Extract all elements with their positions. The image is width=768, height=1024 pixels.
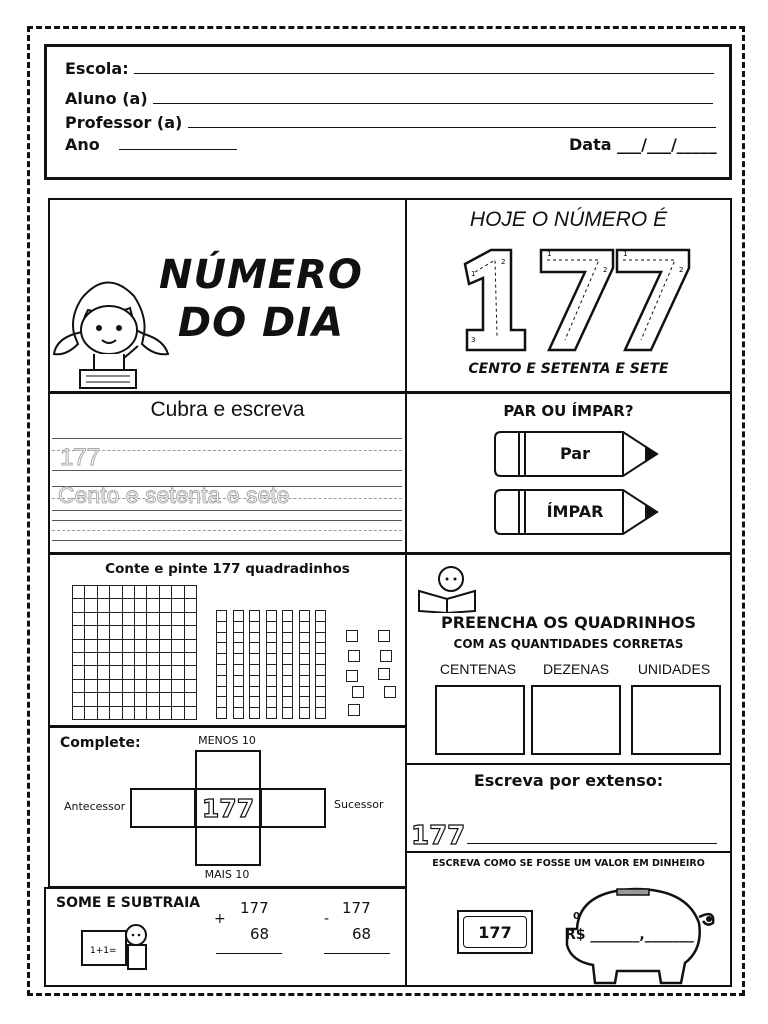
- trace-and-write-panel: [48, 392, 407, 554]
- sub-top: 177: [342, 899, 371, 917]
- title-line-1: NÚMERO: [159, 252, 363, 298]
- complete-title: Complete:: [60, 735, 141, 751]
- board-text: 1+1=: [90, 946, 117, 956]
- hundreds-grid-square[interactable]: [159, 585, 172, 599]
- hundreds-grid-square[interactable]: [134, 612, 147, 626]
- hundreds-grid-square[interactable]: [159, 625, 172, 639]
- unit-squares[interactable]: [344, 630, 404, 722]
- school-field[interactable]: [65, 59, 714, 78]
- hundreds-grid-square[interactable]: [109, 679, 122, 693]
- hundreds-grid-square[interactable]: [171, 679, 184, 693]
- tens-column-square[interactable]: [249, 707, 260, 719]
- sub-bottom: 68: [352, 925, 372, 943]
- hundreds-grid-square[interactable]: [146, 665, 159, 679]
- place-value-subtitle: COM AS QUANTIDADES CORRETAS: [453, 637, 684, 651]
- center-number-box: [195, 788, 261, 828]
- tens-column-square[interactable]: [233, 707, 244, 719]
- tens-columns[interactable]: [216, 610, 336, 720]
- hundreds-grid-square[interactable]: [171, 639, 184, 653]
- hundreds-input-box[interactable]: [435, 685, 525, 755]
- hundreds-grid-square[interactable]: [146, 625, 159, 639]
- even-odd-title: PAR OU ÍMPAR?: [503, 402, 634, 420]
- hundreds-grid-square[interactable]: [84, 639, 97, 653]
- unit-square[interactable]: [348, 704, 360, 716]
- trace-number: 177: [60, 444, 101, 471]
- sub-answer-line[interactable]: [324, 953, 390, 954]
- unit-square[interactable]: [352, 686, 364, 698]
- school-label: Escola:: [65, 59, 129, 78]
- units-input-box[interactable]: [631, 685, 721, 755]
- math-title: SOME E SUBTRAIA: [56, 895, 201, 911]
- hundreds-grid-square[interactable]: [159, 652, 172, 666]
- hundreds-grid-square[interactable]: [97, 612, 110, 626]
- hundreds-grid-square[interactable]: [97, 692, 110, 706]
- hundreds-grid-square[interactable]: [159, 706, 172, 720]
- teacher-field[interactable]: [65, 113, 716, 132]
- place-value-panel: [405, 553, 732, 765]
- svg-text:2: 2: [679, 266, 684, 274]
- money-title: ESCREVA COMO SE FOSSE UM VALOR EM DINHEIRO: [432, 858, 705, 869]
- hundreds-grid-square[interactable]: [159, 679, 172, 693]
- hundreds-grid-square[interactable]: [109, 665, 122, 679]
- hundreds-grid-square[interactable]: [109, 652, 122, 666]
- hundreds-grid-square[interactable]: [122, 706, 135, 720]
- tens-column-square[interactable]: [299, 707, 310, 719]
- year-field[interactable]: [65, 135, 237, 154]
- hundreds-grid-square[interactable]: [84, 665, 97, 679]
- hundreds-grid-square[interactable]: [109, 706, 122, 720]
- hundreds-grid-square[interactable]: [171, 706, 184, 720]
- hundreds-grid-square[interactable]: [146, 585, 159, 599]
- hundreds-grid-square[interactable]: [84, 652, 97, 666]
- teacher-board-icon: [80, 919, 152, 977]
- svg-text:3: 3: [471, 336, 476, 344]
- hundreds-grid-square[interactable]: [109, 625, 122, 639]
- student-label: Aluno (a): [65, 89, 148, 108]
- hundreds-grid-square[interactable]: [72, 585, 85, 599]
- add-answer-line[interactable]: [216, 953, 282, 954]
- add-top: 177: [240, 899, 269, 917]
- hundreds-grid-square[interactable]: [72, 598, 85, 612]
- traced-number-177: [457, 242, 697, 354]
- reading-boy-icon: [415, 563, 479, 613]
- minus-ten-label: MENOS 10: [198, 734, 256, 747]
- hundreds-grid-square[interactable]: [122, 612, 135, 626]
- add-op: +: [214, 911, 226, 927]
- hundreds-grid-square[interactable]: [184, 665, 197, 679]
- hundreds-grid-square[interactable]: [171, 665, 184, 679]
- hundreds-grid-square[interactable]: [184, 706, 197, 720]
- hundreds-grid-square[interactable]: [171, 692, 184, 706]
- hundreds-grid-square[interactable]: [109, 585, 122, 599]
- hundreds-grid-square[interactable]: [84, 625, 97, 639]
- hundreds-grid-square[interactable]: [159, 639, 172, 653]
- piggy-coin: 0: [573, 911, 580, 922]
- hundreds-grid-square[interactable]: [184, 625, 197, 639]
- hundreds-grid-square[interactable]: [184, 612, 197, 626]
- hundreds-grid-square[interactable]: [97, 679, 110, 693]
- hundreds-grid-square[interactable]: [146, 692, 159, 706]
- minus-ten-box[interactable]: [195, 750, 261, 790]
- year-label: Ano: [65, 135, 100, 154]
- add-bottom: 68: [250, 925, 270, 943]
- hundreds-grid-square[interactable]: [171, 652, 184, 666]
- student-info-header: [44, 44, 732, 180]
- hundreds-grid-square[interactable]: [109, 612, 122, 626]
- title-panel: [48, 198, 407, 393]
- complete-panel: [48, 726, 407, 888]
- hundreds-grid-square[interactable]: [84, 706, 97, 720]
- hundreds-grid-square[interactable]: [72, 639, 85, 653]
- hundreds-grid-square[interactable]: [171, 598, 184, 612]
- unit-square[interactable]: [384, 686, 396, 698]
- tens-label: DEZENAS: [542, 661, 610, 677]
- hundreds-grid[interactable]: [72, 585, 198, 721]
- write-in-words-number: 177: [411, 821, 466, 851]
- hundreds-grid-square[interactable]: [159, 598, 172, 612]
- hundreds-grid-square[interactable]: [171, 585, 184, 599]
- unit-square[interactable]: [378, 668, 390, 680]
- hundreds-grid-square[interactable]: [84, 585, 97, 599]
- svg-text:1: 1: [623, 250, 628, 258]
- tens-input-box[interactable]: [531, 685, 621, 755]
- tens-column-square[interactable]: [315, 707, 326, 719]
- banknote-value: 177: [463, 916, 527, 948]
- hundreds-grid-square[interactable]: [109, 692, 122, 706]
- hundreds-grid-square[interactable]: [134, 679, 147, 693]
- hundreds-grid-square[interactable]: [84, 679, 97, 693]
- hundreds-grid-square[interactable]: [72, 652, 85, 666]
- hundreds-grid-square[interactable]: [134, 692, 147, 706]
- units-label: UNIDADES: [637, 661, 711, 677]
- plus-ten-box[interactable]: [195, 826, 261, 866]
- hundreds-grid-square[interactable]: [146, 598, 159, 612]
- hundreds-grid-square[interactable]: [184, 639, 197, 653]
- even-odd-panel: [405, 392, 732, 554]
- successor-box[interactable]: [260, 788, 326, 828]
- today-number-words: CENTO E SETENTA E SETE: [468, 361, 669, 377]
- plus-ten-label: MAIS 10: [204, 868, 250, 881]
- today-number-panel: [405, 198, 732, 393]
- hundreds-grid-square[interactable]: [97, 598, 110, 612]
- hundreds-grid-square[interactable]: [72, 665, 85, 679]
- hundreds-grid-square[interactable]: [97, 652, 110, 666]
- hundreds-grid-square[interactable]: [134, 706, 147, 720]
- unit-square[interactable]: [378, 630, 390, 642]
- count-title: Conte e pinte 177 quadradinhos: [105, 561, 350, 577]
- hundreds-grid-square[interactable]: [184, 679, 197, 693]
- hundreds-grid-square[interactable]: [97, 639, 110, 653]
- hundreds-grid-square[interactable]: [146, 639, 159, 653]
- hundreds-grid-square[interactable]: [72, 692, 85, 706]
- hundreds-grid-square[interactable]: [109, 639, 122, 653]
- predecessor-box[interactable]: [130, 788, 196, 828]
- option-odd-label[interactable]: ÍMPAR: [546, 502, 604, 521]
- hundreds-grid-square[interactable]: [97, 625, 110, 639]
- option-even-label[interactable]: Par: [560, 444, 590, 463]
- hundreds-grid-square[interactable]: [84, 692, 97, 706]
- place-value-title: PREENCHA OS QUADRINHOS: [440, 613, 697, 632]
- hundreds-grid-square[interactable]: [122, 585, 135, 599]
- hundreds-grid-square[interactable]: [97, 706, 110, 720]
- tens-column-square[interactable]: [282, 707, 293, 719]
- trace-words: Cento e setenta e sete: [58, 482, 290, 508]
- hundreds-grid-square[interactable]: [134, 652, 147, 666]
- hundreds-grid-square[interactable]: [146, 679, 159, 693]
- hundreds-grid-square[interactable]: [146, 652, 159, 666]
- hundreds-grid-square[interactable]: [171, 612, 184, 626]
- hundreds-grid-square[interactable]: [122, 679, 135, 693]
- hundreds-grid-square[interactable]: [122, 598, 135, 612]
- hundreds-grid-square[interactable]: [122, 692, 135, 706]
- hundreds-grid-square[interactable]: [159, 612, 172, 626]
- hundreds-grid-square[interactable]: [122, 639, 135, 653]
- svg-text:1: 1: [471, 270, 476, 278]
- tens-column-square[interactable]: [216, 707, 227, 719]
- hundreds-grid-square[interactable]: [184, 585, 197, 599]
- money-panel: [405, 851, 732, 987]
- write-in-words-line[interactable]: [467, 843, 717, 844]
- hundreds-grid-square[interactable]: [159, 665, 172, 679]
- hundreds-grid-square[interactable]: [134, 639, 147, 653]
- center-number: 177: [201, 793, 255, 823]
- hundreds-grid-square[interactable]: [109, 598, 122, 612]
- hundreds-grid-square[interactable]: [184, 598, 197, 612]
- predecessor-label: Antecessor: [64, 800, 126, 813]
- tens-column-square[interactable]: [266, 707, 277, 719]
- unit-square[interactable]: [380, 650, 392, 662]
- hundreds-grid-square[interactable]: [146, 612, 159, 626]
- banknote: [457, 910, 533, 954]
- hundreds-grid-square[interactable]: [184, 652, 197, 666]
- hundreds-grid-square[interactable]: [134, 665, 147, 679]
- hundreds-grid-square[interactable]: [72, 706, 85, 720]
- hundreds-grid-square[interactable]: [72, 625, 85, 639]
- trace-title: Cubra e escreva: [150, 398, 305, 421]
- write-in-words-title: Escreva por extenso:: [473, 771, 664, 790]
- write-in-words-panel: [405, 763, 732, 853]
- money-currency-field[interactable]: R$ _______,_______: [565, 927, 694, 943]
- unit-square[interactable]: [346, 670, 358, 682]
- unit-square[interactable]: [346, 630, 358, 642]
- title-line-2: DO DIA: [177, 300, 345, 346]
- svg-text:2: 2: [501, 258, 506, 266]
- hundreds-grid-square[interactable]: [122, 652, 135, 666]
- count-paint-panel: [48, 553, 407, 727]
- successor-label: Sucessor: [334, 798, 384, 811]
- hundreds-grid-square[interactable]: [97, 585, 110, 599]
- hundreds-grid-square[interactable]: [84, 598, 97, 612]
- hundreds-grid-square[interactable]: [84, 612, 97, 626]
- date-field[interactable]: [569, 135, 717, 154]
- today-label: HOJE O NÚMERO É: [469, 208, 668, 231]
- hundreds-grid-square[interactable]: [146, 706, 159, 720]
- hundreds-grid-square[interactable]: [122, 625, 135, 639]
- svg-text:2: 2: [603, 266, 608, 274]
- date-label: Data ___/___/_____: [569, 135, 717, 154]
- hundreds-grid-square[interactable]: [97, 665, 110, 679]
- student-field[interactable]: [65, 89, 713, 108]
- hundreds-grid-square[interactable]: [159, 692, 172, 706]
- teacher-label: Professor (a): [65, 113, 183, 132]
- hundreds-grid-square[interactable]: [134, 585, 147, 599]
- svg-text:1: 1: [547, 250, 552, 258]
- unit-square[interactable]: [348, 650, 360, 662]
- hundreds-label: CENTENAS: [439, 661, 517, 677]
- add-subtract-panel: [44, 887, 407, 987]
- hundreds-grid-square[interactable]: [72, 612, 85, 626]
- hundreds-grid-square[interactable]: [134, 625, 147, 639]
- hundreds-grid-square[interactable]: [171, 625, 184, 639]
- hundreds-grid-square[interactable]: [122, 665, 135, 679]
- hundreds-grid-square[interactable]: [134, 598, 147, 612]
- hundreds-grid-square[interactable]: [184, 692, 197, 706]
- hundreds-grid-square[interactable]: [72, 679, 85, 693]
- sub-op: -: [324, 911, 330, 927]
